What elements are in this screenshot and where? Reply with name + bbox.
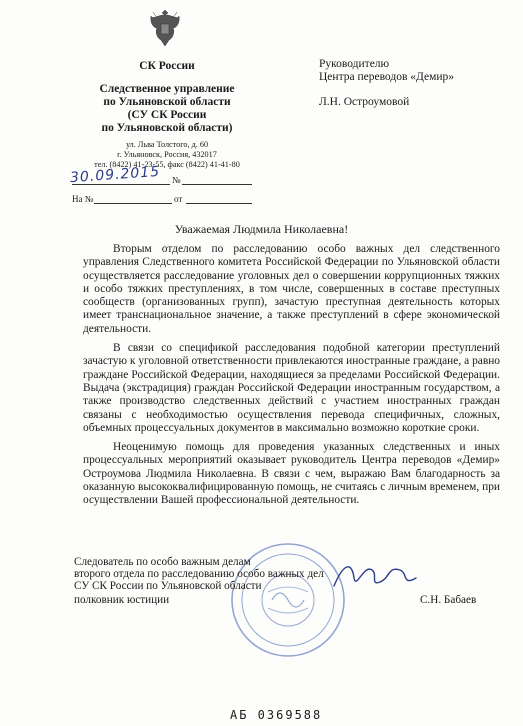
recipient-name: Л.Н. Остроумовой: [319, 96, 410, 108]
address-block: [78, 140, 256, 170]
org-line: по Ульяновской области): [101, 122, 233, 134]
org-name: СК России: [139, 60, 195, 72]
signer-name: С.Н. Бабаев: [420, 594, 477, 606]
paragraph: Вторым отделом по расследованию особо важных дел следственного управления Следственного комитета Российской Федерации по Ульяновской области осуществляется расследование уголовных дел о совершении коррупционных тяжких и особо тяжких преступлениях, в том числе, совершенных в составе преступных сообществ (организованных групп), зачастую преступная деятельность которых имеет транснациональное значение, а также преступлений в сфере экономической деятельности.: [83, 243, 500, 335]
position-line: второго отдела по расследованию особо важных дел: [74, 568, 324, 580]
recipient-title: Руководителю: [319, 58, 390, 70]
recipient-block: [319, 58, 454, 109]
from-label: от: [174, 194, 183, 204]
paragraph: В связи со спецификой расследования подобной категории преступлений зачастую к уголовной ответственности привлекаются иностранные граждане, а равно граждане Российской Федерации, находящиеся за пределами Российской Федерации. Выдача (экстрадиция) граждан Российской Федерации иностранным государством, а также производство следственных действий с участием иностранных граждан связаны с необходимостью осуществления перевода специфичных, сложных, объемных процессуальных документов в максимально возможно короткие сроки.: [83, 342, 500, 434]
org-line: (СУ СК России: [127, 109, 207, 121]
form-serial-number: АБ 0369588: [230, 708, 323, 722]
signer-rank: полковник юстиции: [74, 594, 170, 606]
organization-block: [78, 60, 256, 135]
recipient-org: Центра переводов «Демир»: [319, 71, 455, 83]
letter-body: [83, 243, 500, 514]
address-city: г. Ульяновск, Россия, 432017: [117, 150, 217, 159]
from-line: [186, 203, 252, 204]
signer-position: [74, 556, 324, 592]
date-line: [72, 184, 170, 185]
on-number-label: На №: [72, 194, 94, 204]
org-line: по Ульяновской области: [103, 96, 231, 108]
position-line: Следователь по особо важным делам: [74, 556, 251, 568]
org-line: Следственное управление: [99, 83, 235, 95]
paragraph: Неоценимую помощь для проведения указанных следственных и иных процессуальных мероприятий оказывает руководитель Центра переводов «Демир» Остроумова Людмила Николаевна. В связи с чем, выражаю Вам благодарность за оказанную высококвалифицированную помощь, не считаясь с личным временем, при осуществлении Вашей профессиональной деятельности.: [83, 441, 500, 507]
address-phone: тел. (8422) 41-23-55, факс (8422) 41-41-80: [94, 160, 240, 169]
number-line: [182, 184, 252, 185]
greeting: Уважаемая Людмила Николаевна!: [174, 222, 349, 236]
address-street: ул. Льва Толстого, д. 60: [125, 140, 209, 149]
on-number-line: [94, 203, 172, 204]
number-sign: №: [172, 175, 181, 185]
coat-of-arms-icon: [147, 6, 183, 50]
signature-icon: [330, 556, 420, 596]
position-line: СУ СК России по Ульяновской области: [74, 580, 262, 592]
handwritten-date: 30.09.2015: [69, 163, 161, 187]
